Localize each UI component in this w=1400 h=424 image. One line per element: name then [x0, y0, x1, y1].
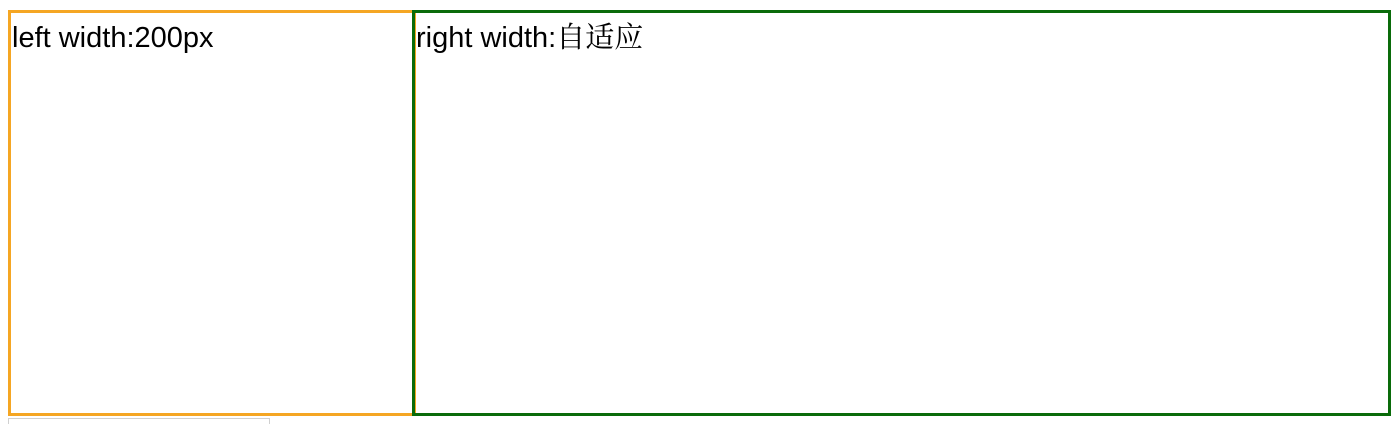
right-column [412, 10, 1391, 416]
partial-element-below [8, 418, 270, 424]
left-column-label: left width:200px [12, 22, 214, 54]
right-column-label: right width:自适应 [416, 22, 644, 54]
left-column [8, 10, 416, 416]
two-column-layout [8, 10, 1392, 416]
